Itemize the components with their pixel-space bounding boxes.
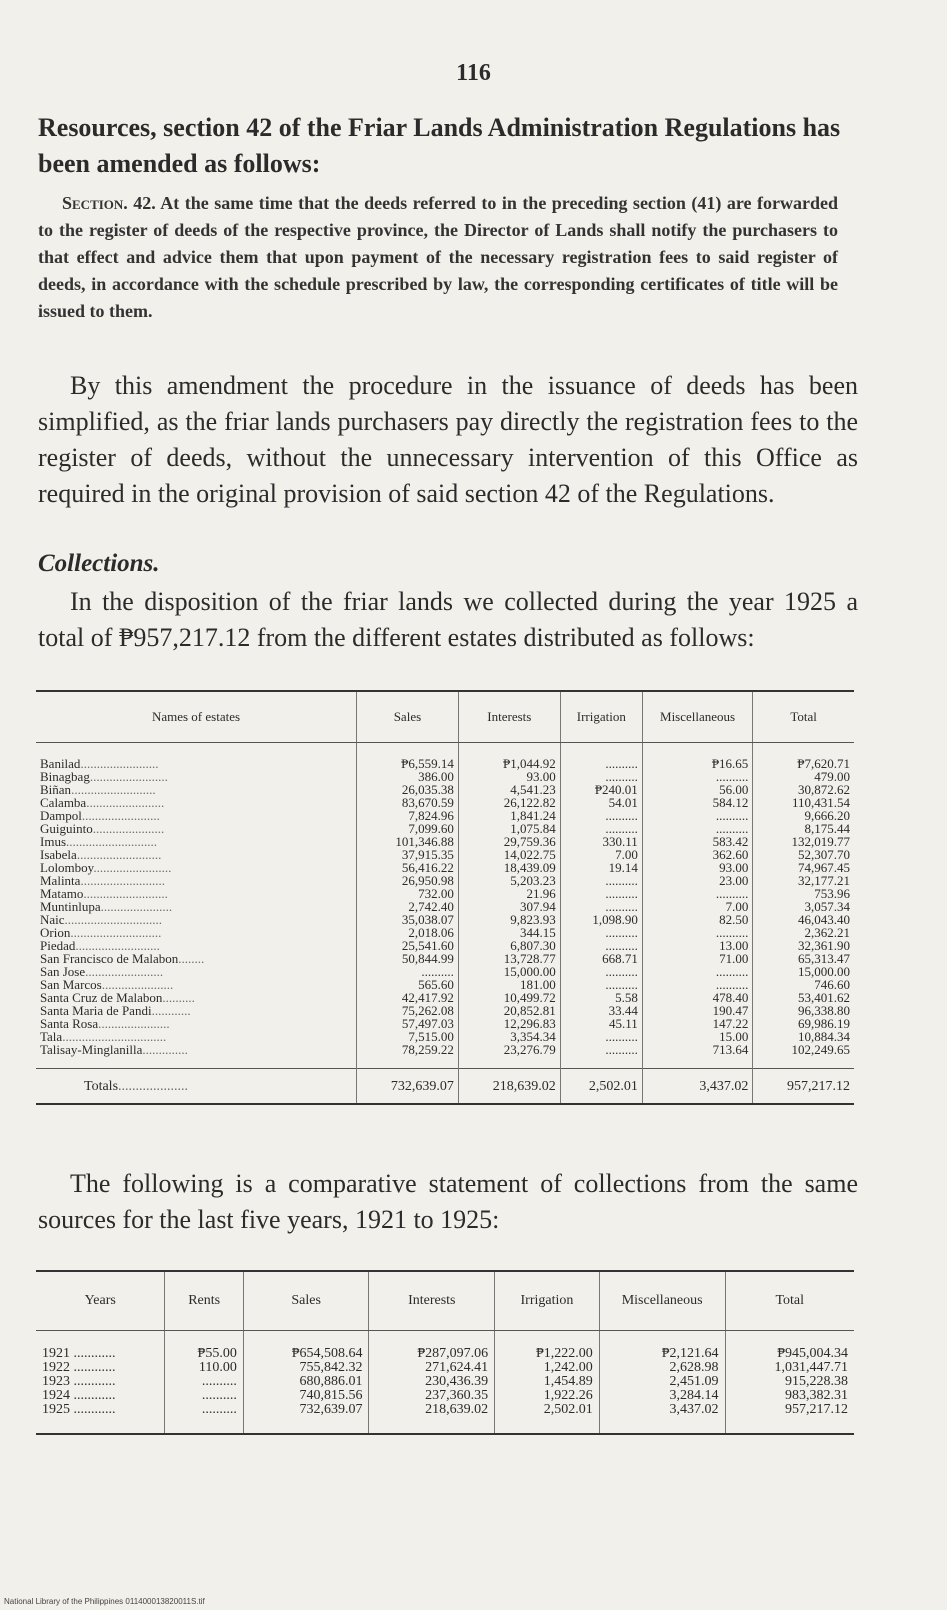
cell-sales: 42,417.92 bbox=[357, 991, 459, 1004]
cell-interests: 93.00 bbox=[458, 770, 560, 783]
cell-misc: .......... bbox=[642, 822, 753, 835]
estate-name: Biñan.......................... bbox=[40, 782, 156, 797]
estate-name: Orion............................ bbox=[40, 925, 162, 940]
estate-name: Isabela.......................... bbox=[40, 847, 162, 862]
totals-label: Totals.................... bbox=[36, 1069, 357, 1105]
cell-total: 9,666.20 bbox=[753, 809, 854, 822]
cell-total: 983,382.31 bbox=[725, 1389, 854, 1403]
collections-paragraph: In the disposition of the friar lands we collected during the year 1925 a total of ₱957,217.12 from the different estates distributed as follows: bbox=[38, 587, 858, 652]
cell-misc: 583.42 bbox=[642, 835, 753, 848]
table-row bbox=[36, 743, 854, 771]
cell-sales: 78,259.22 bbox=[357, 1043, 459, 1069]
cell-irrigation: 19.14 bbox=[560, 861, 642, 874]
cell-sales: 57,497.03 bbox=[357, 1017, 459, 1030]
cell-irrigation: .......... bbox=[560, 874, 642, 887]
estate-name: Lolomboy........................ bbox=[40, 860, 172, 875]
col-header-sales: Sales bbox=[357, 691, 459, 743]
cell-interests: 9,823.93 bbox=[458, 913, 560, 926]
cell-irrigation: 45.11 bbox=[560, 1017, 642, 1030]
cell-irrigation: .......... bbox=[560, 887, 642, 900]
estate-name: Santa Maria de Pandi............ bbox=[40, 1003, 191, 1018]
cell-rents: .......... bbox=[165, 1375, 243, 1389]
collections-heading: Collections. bbox=[38, 550, 160, 577]
estates-header-row bbox=[36, 691, 854, 743]
col-header-irrigation: Irrigation bbox=[495, 1271, 600, 1331]
cell-misc: 15.00 bbox=[642, 1030, 753, 1043]
cell-interests: 271,624.41 bbox=[369, 1361, 495, 1375]
cell-misc: .......... bbox=[642, 965, 753, 978]
cell-sales: 101,346.88 bbox=[357, 835, 459, 848]
cell-sales: 565.60 bbox=[357, 978, 459, 991]
cell-interests: 14,022.75 bbox=[458, 848, 560, 861]
cell-interests: 1,075.84 bbox=[458, 822, 560, 835]
col-header-total: Total bbox=[725, 1271, 854, 1331]
cell-misc: .......... bbox=[642, 770, 753, 783]
cell-misc: 713.64 bbox=[642, 1043, 753, 1069]
cell-irrigation: .......... bbox=[560, 926, 642, 939]
col-header-irrigation: Irrigation bbox=[560, 691, 642, 743]
cell-irrigation: .......... bbox=[560, 1043, 642, 1069]
cell-irrigation: .......... bbox=[560, 1030, 642, 1043]
section-text: At the same time that the deeds referred to in the preceding section (41) are forwarded to the register of deeds of the respective province, the Director of Lands shall notify the purchasers to that effect and advice them that upon payment of the necessary registration fees to said register of deeds, in accordance with the schedule prescribed by law, the corresponding certificates of title will be issued to them. bbox=[38, 193, 838, 321]
cell-interests: ₱1,044.92 bbox=[458, 743, 560, 771]
cell-total: 52,307.70 bbox=[753, 848, 854, 861]
estate-name: Guiguinto...................... bbox=[40, 821, 165, 836]
estate-name: San Jose........................ bbox=[40, 964, 164, 979]
cell-interests: 218,639.02 bbox=[369, 1403, 495, 1434]
cell-sales: 56,416.22 bbox=[357, 861, 459, 874]
years-body bbox=[36, 1331, 854, 1435]
cell-interests: 307.94 bbox=[458, 900, 560, 913]
cell-interests: 23,276.79 bbox=[458, 1043, 560, 1069]
cell-misc: ₱16.65 bbox=[642, 743, 753, 771]
cell-misc: 23.00 bbox=[642, 874, 753, 887]
cell-year: 1924 ............ bbox=[42, 1388, 116, 1403]
col-header-years: Years bbox=[36, 1271, 165, 1331]
estates-table bbox=[36, 690, 854, 1105]
cell-total: 32,177.21 bbox=[753, 874, 854, 887]
cell-interests: 10,499.72 bbox=[458, 991, 560, 1004]
cell-sales: 2,018.06 bbox=[357, 926, 459, 939]
totals-total: 957,217.12 bbox=[753, 1069, 854, 1105]
comparative-paragraph: The following is a comparative statement of collections from the same sources for the last five years, 1921 to 1925: bbox=[38, 1169, 858, 1234]
cell-rents: 110.00 bbox=[165, 1361, 243, 1375]
cell-sales: ₱654,508.64 bbox=[243, 1331, 369, 1362]
cell-misc: ₱2,121.64 bbox=[599, 1331, 725, 1362]
cell-irrigation: 2,502.01 bbox=[495, 1403, 600, 1434]
cell-sales: 740,815.56 bbox=[243, 1389, 369, 1403]
cell-total: 132,019.77 bbox=[753, 835, 854, 848]
cell-total: 753.96 bbox=[753, 887, 854, 900]
cell-irrigation: 668.71 bbox=[560, 952, 642, 965]
cell-irrigation: 1,242.00 bbox=[495, 1361, 600, 1375]
cell-sales: 37,915.35 bbox=[357, 848, 459, 861]
table-row bbox=[36, 1403, 854, 1434]
cell-sales: ₱6,559.14 bbox=[357, 743, 459, 771]
page-number: 116 bbox=[456, 60, 491, 86]
cell-total: 10,884.34 bbox=[753, 1030, 854, 1043]
cell-irrigation: 1,922.26 bbox=[495, 1389, 600, 1403]
cell-sales: .......... bbox=[357, 965, 459, 978]
estate-name: Talisay-Minglanilla.............. bbox=[40, 1042, 188, 1057]
cell-misc: .......... bbox=[642, 978, 753, 991]
cell-misc: 584.12 bbox=[642, 796, 753, 809]
cell-year: 1921 ............ bbox=[42, 1346, 116, 1361]
cell-interests: 5,203.23 bbox=[458, 874, 560, 887]
cell-irrigation: .......... bbox=[560, 939, 642, 952]
cell-year: 1925 ............ bbox=[36, 1403, 165, 1434]
col-header-rents: Rents bbox=[165, 1271, 243, 1331]
cell-irrigation: 5.58 bbox=[560, 991, 642, 1004]
cell-sales: 7,099.60 bbox=[357, 822, 459, 835]
cell-rents: .......... bbox=[165, 1403, 243, 1434]
cell-sales: 755,842.32 bbox=[243, 1361, 369, 1375]
cell-interests: 15,000.00 bbox=[458, 965, 560, 978]
estate-name: Piedad.......................... bbox=[40, 938, 160, 953]
cell-interests: 1,841.24 bbox=[458, 809, 560, 822]
cell-total: 479.00 bbox=[753, 770, 854, 783]
years-table bbox=[36, 1270, 854, 1435]
table-row bbox=[36, 1361, 854, 1375]
cell-irrigation: .......... bbox=[560, 809, 642, 822]
estates-totals-row bbox=[36, 1069, 854, 1105]
cell-total: 915,228.38 bbox=[725, 1375, 854, 1389]
cell-sales: 75,262.08 bbox=[357, 1004, 459, 1017]
cell-total: 110,431.54 bbox=[753, 796, 854, 809]
estate-name: Muntinlupa...................... bbox=[40, 899, 173, 914]
cell-irrigation: .......... bbox=[560, 743, 642, 771]
estate-name: Naic.............................. bbox=[40, 912, 163, 927]
cell-total: 8,175.44 bbox=[753, 822, 854, 835]
cell-irrigation: .......... bbox=[560, 822, 642, 835]
cell-interests: 26,122.82 bbox=[458, 796, 560, 809]
cell-misc: 7.00 bbox=[642, 900, 753, 913]
amendment-paragraph: By this amendment the procedure in the issuance of deeds has been simplified, as the friar lands purchasers pay directly the registration fees to the register of deeds, without the unnecessary intervention of this Office as required in the original provision of said section 42 of the Regulations. bbox=[38, 371, 858, 508]
cell-sales: 386.00 bbox=[357, 770, 459, 783]
cell-irrigation: .......... bbox=[560, 900, 642, 913]
cell-misc: 362.60 bbox=[642, 848, 753, 861]
cell-irrigation: .......... bbox=[560, 770, 642, 783]
cell-irrigation: 1,454.89 bbox=[495, 1375, 600, 1389]
estate-name: Banilad........................ bbox=[40, 756, 159, 771]
cell-total: 46,043.40 bbox=[753, 913, 854, 926]
cell-irrigation: 54.01 bbox=[560, 796, 642, 809]
cell-interests: 13,728.77 bbox=[458, 952, 560, 965]
cell-sales: 83,670.59 bbox=[357, 796, 459, 809]
cell-year: 1922 ............ bbox=[42, 1360, 116, 1375]
cell-total: 96,338.80 bbox=[753, 1004, 854, 1017]
totals-misc: 3,437.02 bbox=[642, 1069, 753, 1105]
cell-interests: 3,354.34 bbox=[458, 1030, 560, 1043]
estate-name: Dampol........................ bbox=[40, 808, 160, 823]
cell-sales: 25,541.60 bbox=[357, 939, 459, 952]
cell-total: 53,401.62 bbox=[753, 991, 854, 1004]
cell-interests: 12,296.83 bbox=[458, 1017, 560, 1030]
table-row bbox=[36, 1375, 854, 1389]
cell-misc: 13.00 bbox=[642, 939, 753, 952]
cell-irrigation: ₱240.01 bbox=[560, 783, 642, 796]
cell-misc: 93.00 bbox=[642, 861, 753, 874]
scan-footer: National Library of the Philippines 011400013820011S.tif bbox=[4, 1597, 205, 1606]
cell-total: 15,000.00 bbox=[753, 965, 854, 978]
cell-interests: 181.00 bbox=[458, 978, 560, 991]
table-row bbox=[36, 1043, 854, 1069]
cell-sales: 732.00 bbox=[357, 887, 459, 900]
col-header-miscellaneous: Miscellaneous bbox=[599, 1271, 725, 1331]
cell-misc: 56.00 bbox=[642, 783, 753, 796]
cell-irrigation: ₱1,222.00 bbox=[495, 1331, 600, 1362]
cell-interests: 18,439.09 bbox=[458, 861, 560, 874]
cell-sales: 26,950.98 bbox=[357, 874, 459, 887]
cell-total: 1,031,447.71 bbox=[725, 1361, 854, 1375]
cell-interests: 20,852.81 bbox=[458, 1004, 560, 1017]
cell-total: 74,967.45 bbox=[753, 861, 854, 874]
cell-misc: 190.47 bbox=[642, 1004, 753, 1017]
cell-year: 1923 ............ bbox=[42, 1374, 116, 1389]
quoted-section bbox=[38, 190, 838, 325]
cell-interests: 237,360.35 bbox=[369, 1389, 495, 1403]
cell-irrigation: 33.44 bbox=[560, 1004, 642, 1017]
cell-sales: 732,639.07 bbox=[243, 1403, 369, 1434]
estate-name: Santa Rosa...................... bbox=[40, 1016, 170, 1031]
estate-name: San Francisco de Malabon........ bbox=[40, 951, 205, 966]
cell-sales: 35,038.07 bbox=[357, 913, 459, 926]
cell-misc: 2,451.09 bbox=[599, 1375, 725, 1389]
cell-misc: 3,437.02 bbox=[599, 1403, 725, 1434]
cell-total: ₱945,004.34 bbox=[725, 1331, 854, 1362]
cell-misc: 3,284.14 bbox=[599, 1389, 725, 1403]
cell-rents: ₱55.00 bbox=[165, 1331, 243, 1362]
years-header-row bbox=[36, 1271, 854, 1331]
estate-name: Imus............................ bbox=[40, 834, 157, 849]
cell-irrigation: 7.00 bbox=[560, 848, 642, 861]
estate-name: San Marcos...................... bbox=[40, 977, 174, 992]
estate-name: Matamo.......................... bbox=[40, 886, 168, 901]
cell-total: ₱7,620.71 bbox=[753, 743, 854, 771]
table-row bbox=[36, 1389, 854, 1403]
col-header-sales: Sales bbox=[243, 1271, 369, 1331]
cell-total: 65,313.47 bbox=[753, 952, 854, 965]
cell-interests: 29,759.36 bbox=[458, 835, 560, 848]
cell-irrigation: 1,098.90 bbox=[560, 913, 642, 926]
cell-total: 102,249.65 bbox=[753, 1043, 854, 1069]
cell-sales: 680,886.01 bbox=[243, 1375, 369, 1389]
lead-paragraph: Resources, section 42 of the Friar Lands Administration Regulations has been amended as follows: bbox=[38, 113, 841, 178]
totals-sales: 732,639.07 bbox=[357, 1069, 459, 1105]
cell-total: 3,057.34 bbox=[753, 900, 854, 913]
cell-total: 69,986.19 bbox=[753, 1017, 854, 1030]
estate-name: Binagbag........................ bbox=[40, 769, 168, 784]
cell-sales: 26,035.38 bbox=[357, 783, 459, 796]
cell-interests: 21.96 bbox=[458, 887, 560, 900]
cell-irrigation: .......... bbox=[560, 965, 642, 978]
col-header-interests: Interests bbox=[458, 691, 560, 743]
cell-misc: 147.22 bbox=[642, 1017, 753, 1030]
cell-misc: 71.00 bbox=[642, 952, 753, 965]
col-header-interests: Interests bbox=[369, 1271, 495, 1331]
cell-irrigation: 330.11 bbox=[560, 835, 642, 848]
cell-interests: 230,436.39 bbox=[369, 1375, 495, 1389]
cell-rents: .......... bbox=[165, 1389, 243, 1403]
estates-body bbox=[36, 743, 854, 1069]
cell-misc: .......... bbox=[642, 887, 753, 900]
cell-total: 30,872.62 bbox=[753, 783, 854, 796]
estate-name: Calamba........................ bbox=[40, 795, 165, 810]
col-header-names: Names of estates bbox=[36, 691, 357, 743]
cell-interests: 344.15 bbox=[458, 926, 560, 939]
table-row bbox=[36, 1331, 854, 1362]
cell-total: 957,217.12 bbox=[725, 1403, 854, 1434]
cell-misc: 82.50 bbox=[642, 913, 753, 926]
cell-interests: ₱287,097.06 bbox=[369, 1331, 495, 1362]
cell-total: 32,361.90 bbox=[753, 939, 854, 952]
cell-total: 2,362.21 bbox=[753, 926, 854, 939]
cell-sales: 7,824.96 bbox=[357, 809, 459, 822]
section-label: Section. 42. bbox=[62, 193, 156, 213]
cell-irrigation: .......... bbox=[560, 978, 642, 991]
cell-interests: 4,541.23 bbox=[458, 783, 560, 796]
cell-sales: 50,844.99 bbox=[357, 952, 459, 965]
cell-misc: 478.40 bbox=[642, 991, 753, 1004]
totals-interests: 218,639.02 bbox=[458, 1069, 560, 1105]
col-header-miscellaneous: Miscellaneous bbox=[642, 691, 753, 743]
totals-irrigation: 2,502.01 bbox=[560, 1069, 642, 1105]
cell-total: 746.60 bbox=[753, 978, 854, 991]
cell-sales: 7,515.00 bbox=[357, 1030, 459, 1043]
estate-name: Tala................................ bbox=[40, 1029, 167, 1044]
estate-name: Malinta.......................... bbox=[40, 873, 165, 888]
cell-misc: 2,628.98 bbox=[599, 1361, 725, 1375]
cell-interests: 6,807.30 bbox=[458, 939, 560, 952]
cell-sales: 2,742.40 bbox=[357, 900, 459, 913]
col-header-total: Total bbox=[753, 691, 854, 743]
cell-misc: .......... bbox=[642, 809, 753, 822]
estate-name: Santa Cruz de Malabon.......... bbox=[40, 990, 195, 1005]
cell-misc: .......... bbox=[642, 926, 753, 939]
